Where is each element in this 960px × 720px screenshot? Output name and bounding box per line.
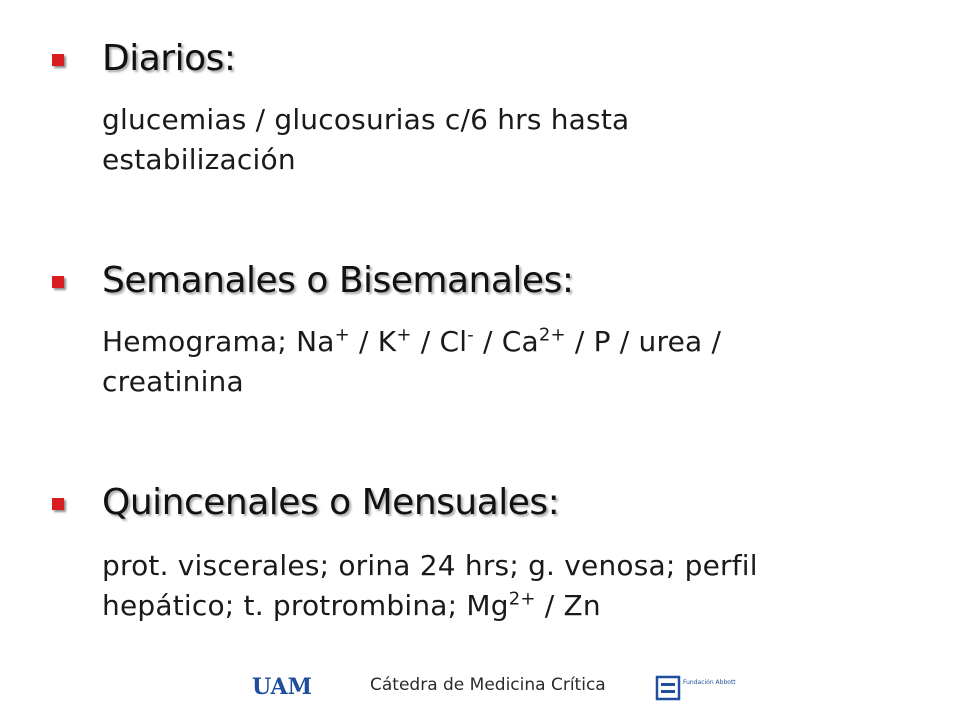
section-body	[102, 322, 902, 402]
bullet-icon	[52, 54, 64, 66]
section-body	[102, 100, 902, 180]
body-line	[102, 322, 902, 362]
superscript: +	[396, 324, 412, 346]
section-heading: Diarios:	[102, 38, 236, 79]
section-heading: Semanales o Bisemanales:	[102, 260, 574, 301]
superscript: 2+	[538, 324, 566, 346]
superscript: -	[467, 324, 474, 346]
text-run: / K	[349, 325, 397, 358]
text-run: hepático; t. protrombina; Mg	[102, 589, 509, 622]
bullet-icon	[52, 276, 64, 288]
text-run: Hemograma; Na	[102, 325, 335, 358]
body-line: creatinina	[102, 365, 244, 398]
text-run: / Zn	[535, 589, 601, 622]
uam-logo-icon	[252, 671, 312, 701]
body-line: estabilización	[102, 143, 296, 176]
footer-caption: Cátedra de Medicina Crítica	[370, 675, 606, 695]
section-body	[102, 546, 902, 626]
abbott-logo-icon	[655, 673, 755, 703]
superscript: 2+	[508, 588, 536, 610]
text-run: / P / urea /	[565, 325, 722, 358]
body-line: glucemias / glucosurias c/6 hrs hasta	[102, 103, 630, 136]
text-run: / Ca	[473, 325, 539, 358]
section-heading: Quincenales o Mensuales:	[102, 482, 560, 523]
slide-footer	[0, 665, 960, 715]
abbott-logo-text: Fundación Abbott	[683, 679, 736, 686]
text-run: / Cl	[411, 325, 468, 358]
body-line: prot. viscerales; orina 24 hrs; g. venosa; perfil	[102, 549, 758, 582]
body-line	[102, 586, 902, 626]
bullet-icon	[52, 498, 64, 510]
superscript: +	[334, 324, 350, 346]
uam-logo-text: UAM	[252, 674, 312, 700]
